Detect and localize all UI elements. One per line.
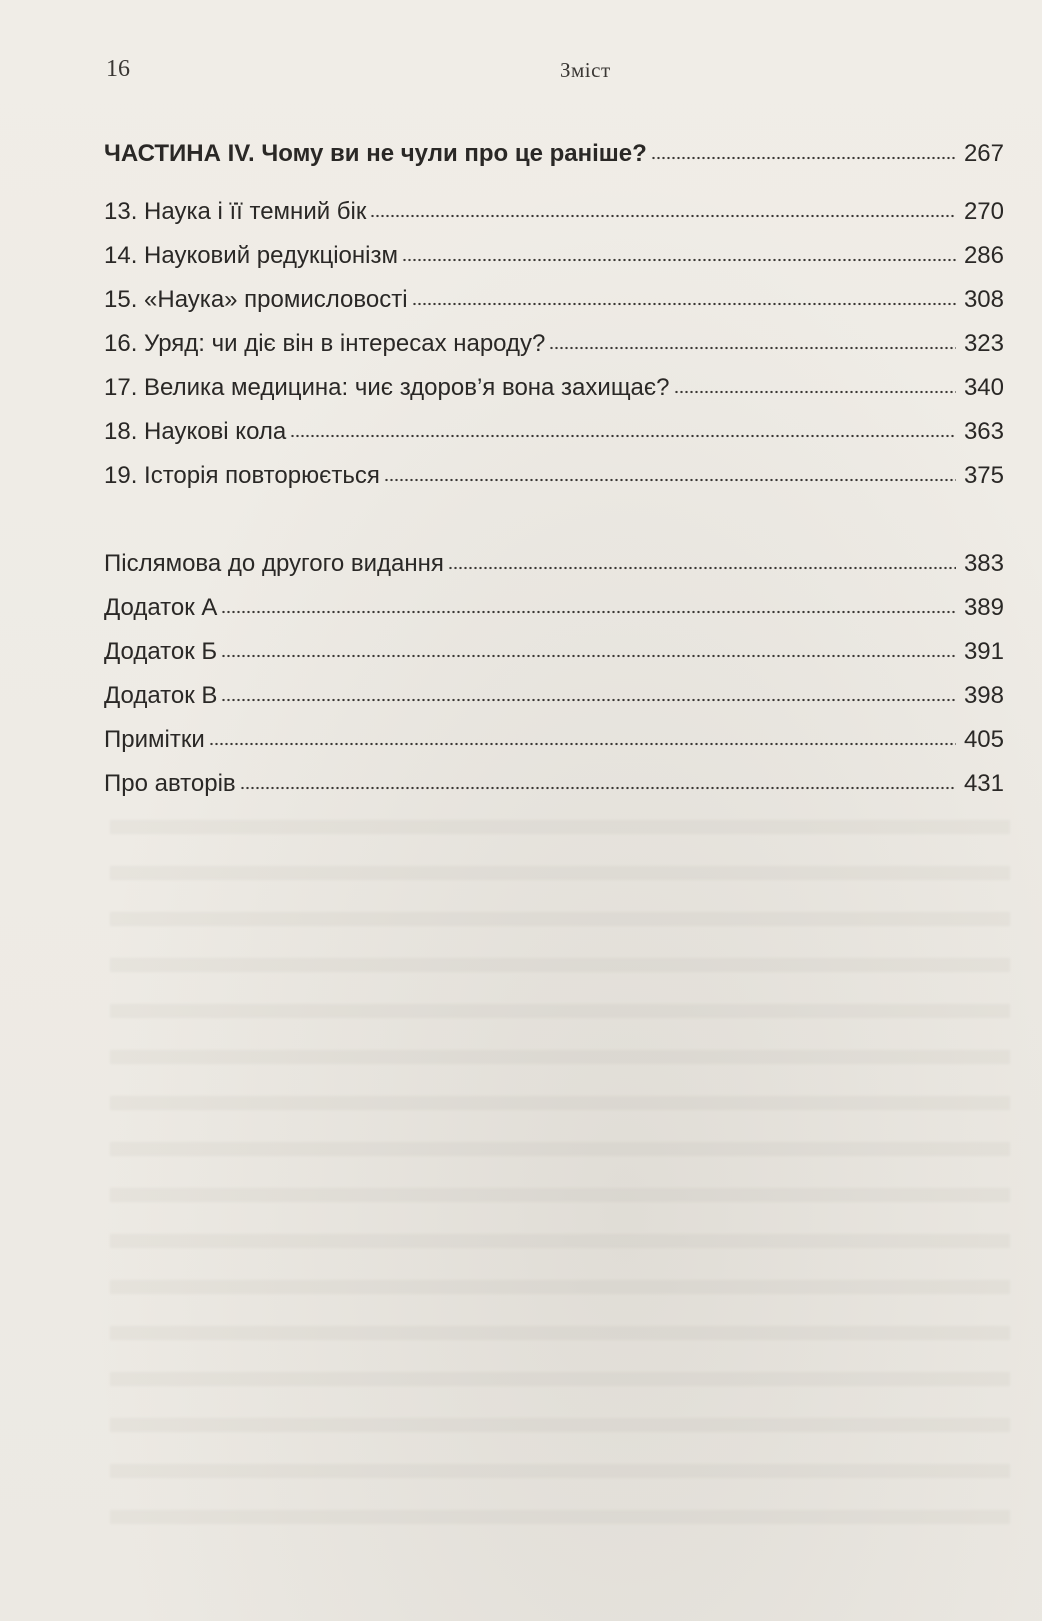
chapter-page: 375: [963, 462, 1004, 489]
chapter-title: 14. Науковий редукціонізм: [104, 242, 398, 269]
back-matter-page: 389: [963, 594, 1004, 621]
dot-leader: [290, 434, 956, 438]
chapter-title: 19. Історія повторюється: [104, 462, 380, 489]
back-matter-title: Про авторів: [104, 770, 236, 797]
toc-back-matter-entry: [104, 670, 1004, 710]
chapter-title: 18. Наукові кола: [104, 418, 287, 445]
dot-leader: [221, 698, 956, 702]
toc-chapter-entry: [104, 362, 1004, 402]
toc-chapter-entry: [104, 274, 1004, 314]
back-matter-page: 383: [963, 550, 1004, 577]
dot-leader: [209, 742, 956, 746]
dot-leader: [384, 478, 956, 482]
back-matter-title: Додаток Б: [104, 638, 218, 665]
dot-leader: [221, 610, 956, 614]
dot-leader: [549, 346, 956, 350]
toc-chapter-entry: [104, 406, 1004, 446]
dot-leader: [651, 156, 956, 160]
dot-leader: [240, 786, 956, 790]
chapter-title: 16. Уряд: чи діє він в інтересах народу?: [104, 330, 546, 357]
chapter-page: 308: [963, 286, 1004, 313]
dot-leader: [448, 566, 956, 570]
dot-leader: [412, 302, 956, 306]
chapter-page: 323: [963, 330, 1004, 357]
dot-leader: [221, 654, 956, 658]
dot-leader: [402, 258, 956, 262]
chapter-page: 340: [963, 374, 1004, 401]
chapter-title: 15. «Наука» промисловості: [104, 286, 408, 313]
toc-chapter-entry: [104, 450, 1004, 490]
chapter-page: 363: [963, 418, 1004, 445]
back-matter-page: 398: [963, 682, 1004, 709]
toc-part-entry: [104, 128, 1004, 168]
toc-back-matter-entry: [104, 582, 1004, 622]
page-number: 16: [106, 56, 130, 82]
toc-chapter-entry: [104, 318, 1004, 358]
toc-back-matter-entry: [104, 714, 1004, 754]
back-matter-title: Примітки: [104, 726, 205, 753]
toc-back-matter-entry: [104, 538, 1004, 578]
chapter-page: 286: [963, 242, 1004, 269]
part-page: 267: [963, 140, 1004, 167]
back-matter-title: Додаток А: [104, 594, 218, 621]
toc-chapter-entry: [104, 186, 1004, 226]
dot-leader: [370, 214, 956, 218]
back-matter-title: Додаток В: [104, 682, 218, 709]
back-matter-page: 391: [963, 638, 1004, 665]
dot-leader: [674, 390, 957, 394]
chapter-title: 17. Велика медицина: чиє здоров’я вона захищає?: [104, 374, 670, 401]
toc-back-matter-entry: [104, 758, 1004, 798]
bleed-through-background: [110, 820, 1010, 1540]
part-title: ЧАСТИНА IV. Чому ви не чули про це раніше?: [104, 140, 647, 167]
back-matter-page: 405: [963, 726, 1004, 753]
back-matter-page: 431: [963, 770, 1004, 797]
running-header-title: Зміст: [560, 58, 611, 82]
chapter-title: 13. Наука і її темний бік: [104, 198, 367, 225]
toc-chapter-entry: [104, 230, 1004, 270]
toc-back-matter-entry: [104, 626, 1004, 666]
chapter-page: 270: [963, 198, 1004, 225]
back-matter-title: Післямова до другого видання: [104, 550, 444, 577]
